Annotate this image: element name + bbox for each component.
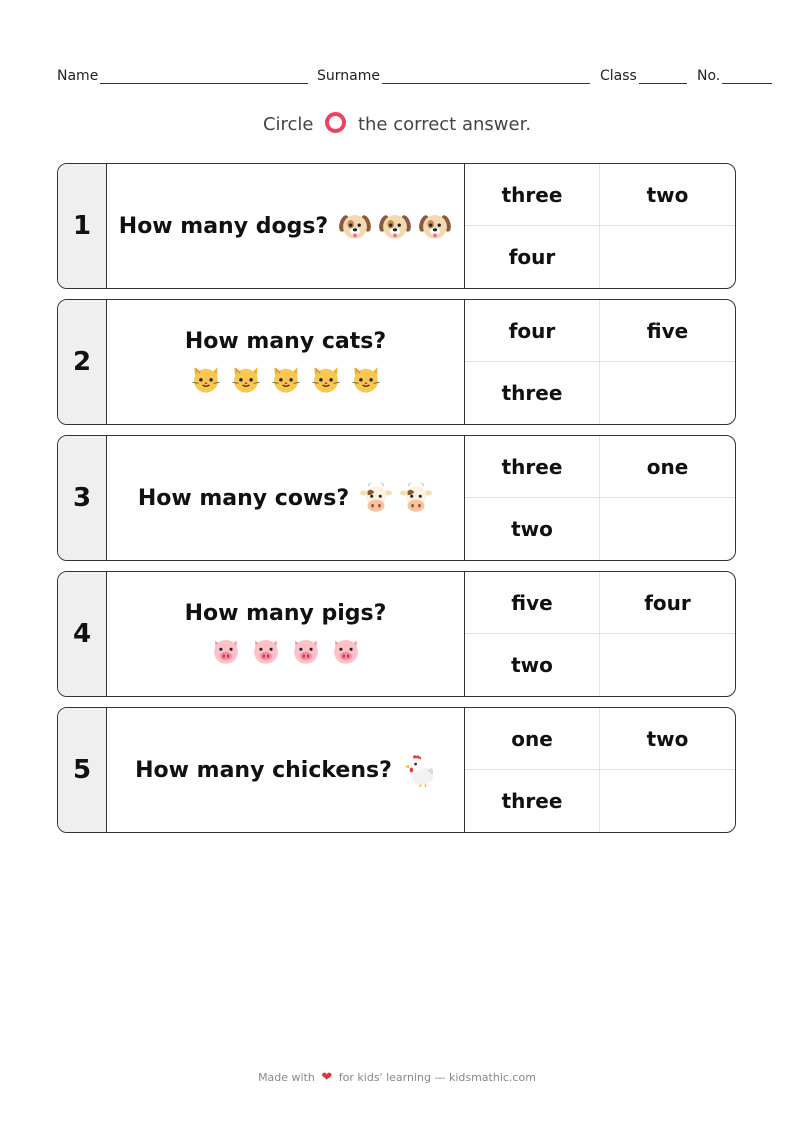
answer-grid xyxy=(465,708,735,832)
answer-option[interactable]: five xyxy=(600,300,735,362)
answer-option[interactable]: three xyxy=(465,436,600,498)
cow-icon xyxy=(399,481,433,515)
question-number: 2 xyxy=(58,300,107,424)
instruction-before: Circle xyxy=(262,114,314,135)
answer-option[interactable]: one xyxy=(600,436,735,498)
student-info-header xyxy=(57,68,773,88)
name-field[interactable] xyxy=(57,68,308,84)
surname-field[interactable] xyxy=(317,68,590,84)
question-body xyxy=(107,436,465,560)
answer-option[interactable]: two xyxy=(465,498,600,560)
answer-empty-cell xyxy=(600,770,735,832)
answer-grid xyxy=(465,164,735,288)
question-card-3 xyxy=(57,435,736,561)
question-text: How many cats? xyxy=(184,328,387,354)
pig-icon xyxy=(209,634,243,668)
cat-icon xyxy=(309,362,343,396)
question-body xyxy=(107,572,465,696)
pig-icon xyxy=(249,634,283,668)
cat-icon xyxy=(229,362,263,396)
surname-line[interactable] xyxy=(382,68,590,84)
answer-grid xyxy=(465,300,735,424)
question-card-4 xyxy=(57,571,736,697)
surname-label: Surname xyxy=(317,68,380,84)
answer-option[interactable]: two xyxy=(465,634,600,696)
dog-icon xyxy=(378,209,412,243)
question-body xyxy=(107,164,465,288)
number-label: No. xyxy=(697,68,721,84)
answer-empty-cell xyxy=(600,226,735,288)
dog-icon xyxy=(418,209,452,243)
question-number: 3 xyxy=(58,436,107,560)
answer-empty-cell xyxy=(600,498,735,560)
answer-option[interactable]: four xyxy=(465,300,600,362)
animal-group xyxy=(189,362,383,396)
answer-grid xyxy=(465,436,735,560)
question-text: How many dogs? xyxy=(118,213,329,239)
class-line[interactable] xyxy=(639,68,687,84)
instruction-after: the correct answer. xyxy=(357,114,532,135)
answer-option[interactable]: three xyxy=(465,362,600,424)
question-card-1 xyxy=(57,163,736,289)
question-body xyxy=(107,300,465,424)
cat-icon xyxy=(349,362,383,396)
question-card-5 xyxy=(57,707,736,833)
question-number: 5 xyxy=(58,708,107,832)
name-label: Name xyxy=(57,68,99,84)
animal-group xyxy=(359,481,433,515)
animal-group xyxy=(209,634,363,668)
class-label: Class xyxy=(600,68,637,84)
circle-icon xyxy=(325,112,346,133)
cat-icon xyxy=(189,362,223,396)
answer-option[interactable]: four xyxy=(465,226,600,288)
pig-icon xyxy=(329,634,363,668)
heart-icon: ❤ xyxy=(321,1070,333,1085)
name-line[interactable] xyxy=(100,68,308,84)
answer-option[interactable]: three xyxy=(465,770,600,832)
footer xyxy=(0,1070,794,1085)
answer-grid xyxy=(465,572,735,696)
pig-icon xyxy=(289,634,323,668)
answer-option[interactable]: five xyxy=(465,572,600,634)
dog-icon xyxy=(338,209,372,243)
question-text: How many pigs? xyxy=(184,600,387,626)
number-field[interactable] xyxy=(697,68,772,84)
question-card-2 xyxy=(57,299,736,425)
question-number: 4 xyxy=(58,572,107,696)
number-line[interactable] xyxy=(722,68,772,84)
class-field[interactable] xyxy=(600,68,687,84)
question-number: 1 xyxy=(58,164,107,288)
footer-after: for kids' learning — kidsmathic.com xyxy=(338,1071,536,1084)
question-text: How many chickens? xyxy=(135,757,392,783)
question-body xyxy=(107,708,465,832)
cow-icon xyxy=(359,481,393,515)
animal-group xyxy=(402,753,436,787)
answer-option[interactable]: two xyxy=(600,164,735,226)
footer-before: Made with xyxy=(258,1071,315,1084)
answer-option[interactable]: three xyxy=(465,164,600,226)
answer-empty-cell xyxy=(600,362,735,424)
answer-option[interactable]: four xyxy=(600,572,735,634)
question-text: How many cows? xyxy=(137,485,350,511)
instruction xyxy=(0,112,794,135)
answer-option[interactable]: one xyxy=(465,708,600,770)
answer-empty-cell xyxy=(600,634,735,696)
chicken-icon xyxy=(402,753,436,787)
animal-group xyxy=(338,209,452,243)
cat-icon xyxy=(269,362,303,396)
answer-option[interactable]: two xyxy=(600,708,735,770)
